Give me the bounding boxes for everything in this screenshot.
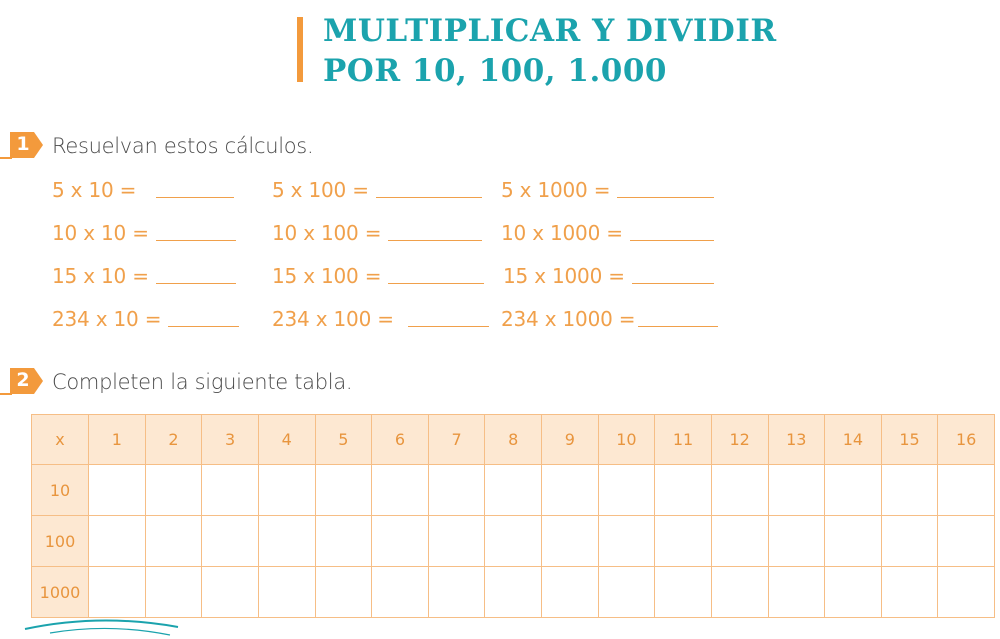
- table-answer-cell[interactable]: [938, 465, 995, 516]
- answer-blank[interactable]: [168, 326, 239, 327]
- table-answer-cell[interactable]: [768, 567, 825, 618]
- table-answer-cell[interactable]: [711, 465, 768, 516]
- table-answer-cell[interactable]: [598, 516, 655, 567]
- table-header-cell: 4: [258, 415, 315, 465]
- table-answer-cell[interactable]: [655, 567, 712, 618]
- table-answer-cell[interactable]: [372, 567, 429, 618]
- table-header-cell: 1: [89, 415, 146, 465]
- table-answer-cell[interactable]: [881, 465, 938, 516]
- table-answer-cell[interactable]: [768, 465, 825, 516]
- section-2-badge: [0, 366, 44, 396]
- table-row-header: 10: [32, 465, 89, 516]
- table-row: [32, 567, 995, 618]
- table-answer-cell[interactable]: [542, 516, 599, 567]
- table-answer-cell[interactable]: [258, 567, 315, 618]
- table-answer-cell[interactable]: [485, 516, 542, 567]
- table-answer-cell[interactable]: [145, 516, 202, 567]
- table-answer-cell[interactable]: [202, 567, 259, 618]
- table-answer-cell[interactable]: [825, 516, 882, 567]
- table-header-cell: 2: [145, 415, 202, 465]
- table-answer-cell[interactable]: [598, 465, 655, 516]
- calc-item: 15 x 100 =: [272, 264, 382, 288]
- answer-blank[interactable]: [376, 197, 482, 198]
- page-title-line-2: POR 10, 100, 1.000: [323, 53, 667, 89]
- calc-item: 10 x 100 =: [272, 221, 382, 245]
- table-answer-cell[interactable]: [315, 516, 372, 567]
- table-header-cell: 12: [711, 415, 768, 465]
- table-answer-cell[interactable]: [711, 567, 768, 618]
- table-answer-cell[interactable]: [428, 567, 485, 618]
- table-answer-cell[interactable]: [202, 516, 259, 567]
- table-answer-cell[interactable]: [145, 567, 202, 618]
- calc-item: 15 x 10 =: [52, 264, 149, 288]
- calc-item: 234 x 10 =: [52, 307, 162, 331]
- answer-blank[interactable]: [156, 197, 234, 198]
- table-answer-cell[interactable]: [768, 516, 825, 567]
- table-answer-cell[interactable]: [428, 516, 485, 567]
- table-header-cell: 15: [881, 415, 938, 465]
- table-answer-cell[interactable]: [89, 567, 146, 618]
- calc-item: 234 x 1000 =: [501, 307, 636, 331]
- table-answer-cell[interactable]: [825, 567, 882, 618]
- section-1-badge: [0, 130, 44, 160]
- answer-blank[interactable]: [156, 283, 236, 284]
- table-answer-cell[interactable]: [485, 567, 542, 618]
- answer-blank[interactable]: [388, 283, 484, 284]
- answer-blank[interactable]: [638, 326, 718, 327]
- table-answer-cell[interactable]: [881, 567, 938, 618]
- table-answer-cell[interactable]: [542, 465, 599, 516]
- table-answer-cell[interactable]: [258, 516, 315, 567]
- section-1-instruction: Resuelvan estos cálculos.: [52, 134, 314, 158]
- table-row: [32, 465, 995, 516]
- table-header-cell: 5: [315, 415, 372, 465]
- title-accent-bar: [297, 17, 303, 82]
- calc-item: 234 x 100 =: [272, 307, 394, 331]
- table-answer-cell[interactable]: [542, 567, 599, 618]
- table-answer-cell[interactable]: [372, 516, 429, 567]
- table-row-header: 1000: [32, 567, 89, 618]
- table-header-cell: 11: [655, 415, 712, 465]
- table-row-header: 100: [32, 516, 89, 567]
- table-header-cell: 13: [768, 415, 825, 465]
- table-answer-cell[interactable]: [881, 516, 938, 567]
- answer-blank[interactable]: [632, 283, 714, 284]
- calc-item: 5 x 100 =: [272, 178, 369, 202]
- answer-blank[interactable]: [156, 240, 236, 241]
- decorative-swoosh: [20, 615, 180, 639]
- table-answer-cell[interactable]: [825, 465, 882, 516]
- calc-item: 5 x 10 =: [52, 178, 137, 202]
- answer-blank[interactable]: [630, 240, 714, 241]
- section-2-instruction: Completen la siguiente tabla.: [52, 370, 353, 394]
- page-title-line-1: MULTIPLICAR Y DIVIDIR: [323, 13, 777, 49]
- table-header-cell: 14: [825, 415, 882, 465]
- calc-item: 10 x 10 =: [52, 221, 149, 245]
- table-answer-cell[interactable]: [315, 465, 372, 516]
- section-2-number: 2: [16, 369, 30, 391]
- table-answer-cell[interactable]: [938, 516, 995, 567]
- multiplication-table: [31, 414, 995, 618]
- table-answer-cell[interactable]: [315, 567, 372, 618]
- table-row: [32, 516, 995, 567]
- answer-blank[interactable]: [617, 197, 714, 198]
- table-answer-cell[interactable]: [202, 465, 259, 516]
- table-answer-cell[interactable]: [711, 516, 768, 567]
- table-header-row: [32, 415, 995, 465]
- table-header-cell: 3: [202, 415, 259, 465]
- answer-blank[interactable]: [388, 240, 482, 241]
- table-header-cell: 10: [598, 415, 655, 465]
- table-answer-cell[interactable]: [598, 567, 655, 618]
- table-answer-cell[interactable]: [428, 465, 485, 516]
- calc-item: 15 x 1000 =: [503, 264, 625, 288]
- table-answer-cell[interactable]: [89, 516, 146, 567]
- table-answer-cell[interactable]: [655, 516, 712, 567]
- table-header-cell: 6: [372, 415, 429, 465]
- calc-item: 10 x 1000 =: [501, 221, 623, 245]
- answer-blank[interactable]: [408, 326, 489, 327]
- table-answer-cell[interactable]: [485, 465, 542, 516]
- table-answer-cell[interactable]: [655, 465, 712, 516]
- table-header-cell: 16: [938, 415, 995, 465]
- table-corner-cell: x: [32, 415, 89, 465]
- table-answer-cell[interactable]: [372, 465, 429, 516]
- table-answer-cell[interactable]: [938, 567, 995, 618]
- table-answer-cell[interactable]: [89, 465, 146, 516]
- table-header-cell: 8: [485, 415, 542, 465]
- table-answer-cell[interactable]: [145, 465, 202, 516]
- table-answer-cell[interactable]: [258, 465, 315, 516]
- table-header-cell: 9: [542, 415, 599, 465]
- table-header-cell: 7: [428, 415, 485, 465]
- section-1-number: 1: [16, 133, 30, 155]
- calc-item: 5 x 1000 =: [501, 178, 611, 202]
